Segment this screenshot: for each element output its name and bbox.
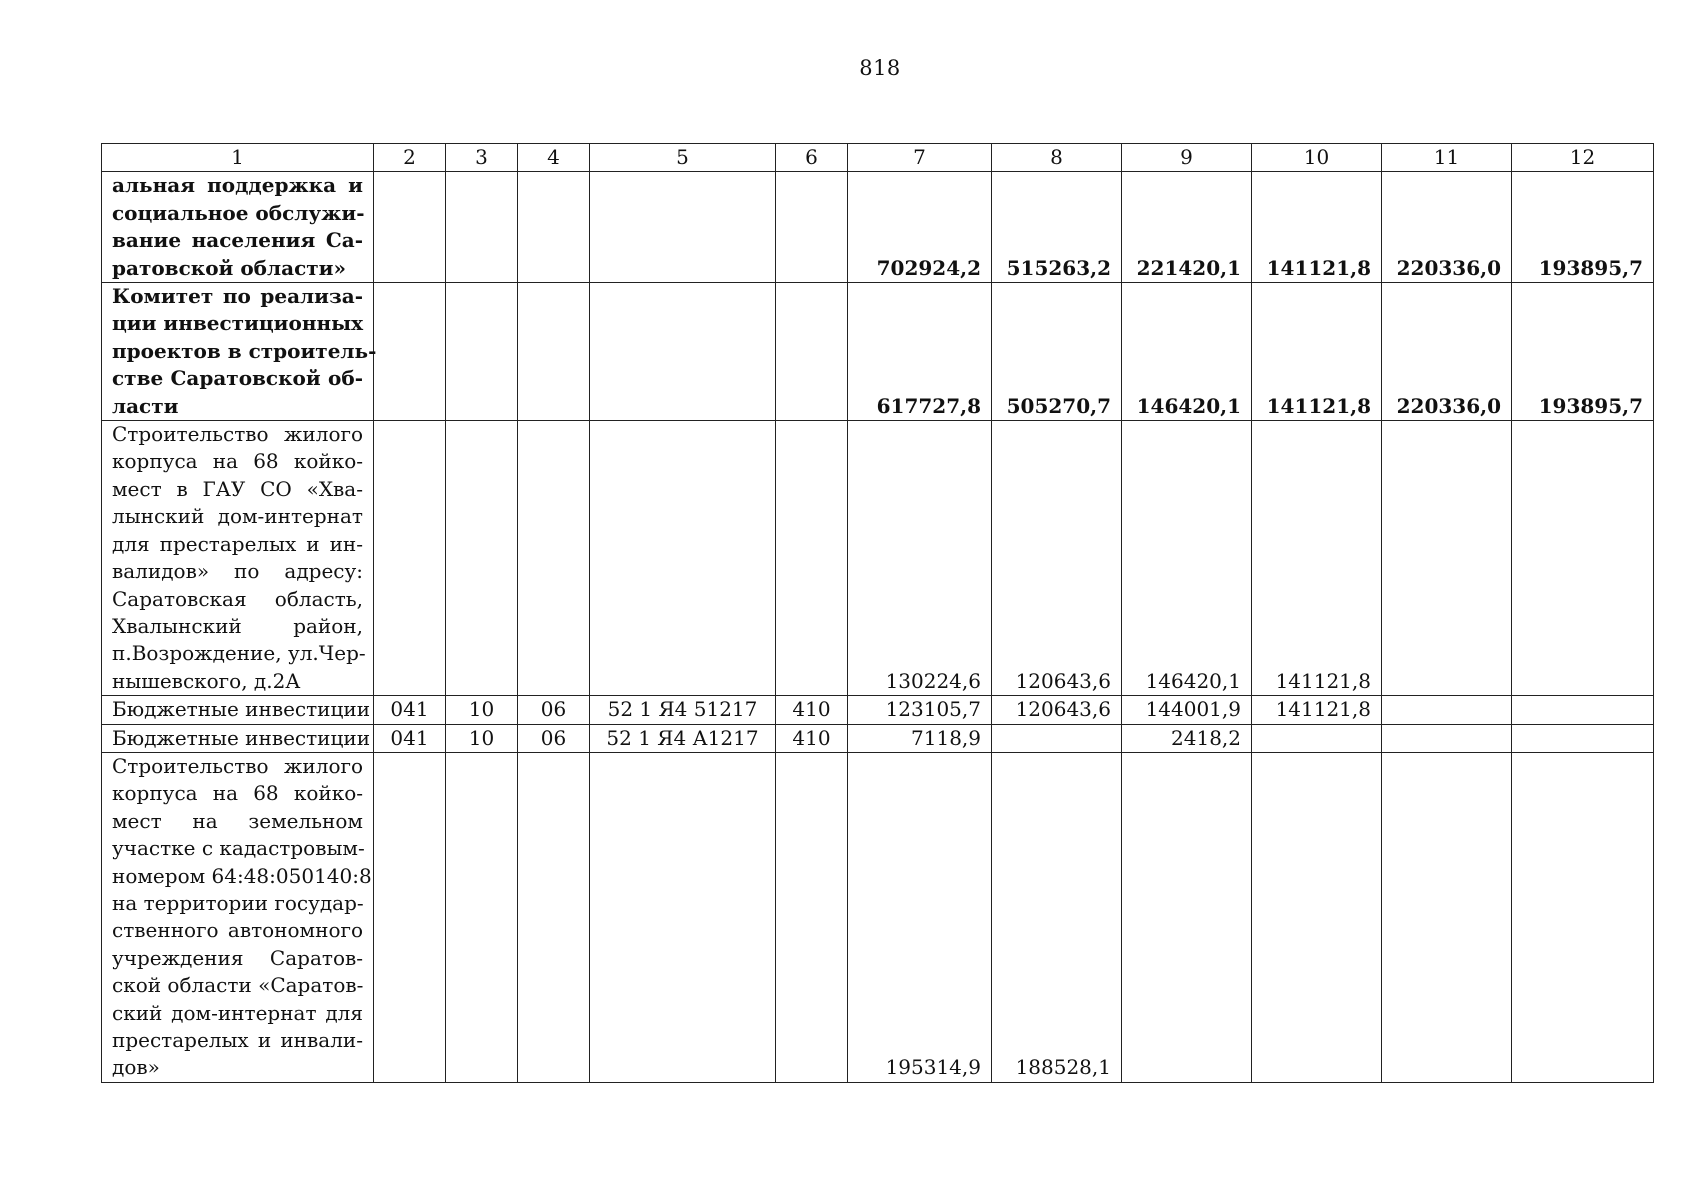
description-line: Бюджетные инвестиции <box>112 697 371 722</box>
cell-c5: 52 1 Я4 51217 <box>590 696 776 724</box>
row-description <box>102 283 377 421</box>
cell-c5: 52 1 Я4 А1217 <box>590 724 776 752</box>
budget-table <box>101 143 1654 1083</box>
description-line: ции инвестиционных <box>112 311 364 336</box>
cell-c3 <box>446 752 518 1082</box>
row-description <box>102 172 374 283</box>
table-row <box>102 724 1654 752</box>
description-line: на территории государ- <box>112 890 364 915</box>
column-number-row <box>102 144 1654 172</box>
cell-c10: 141121,8 <box>1252 696 1382 724</box>
cell-c8: 515263,2 <box>992 172 1122 283</box>
description-line: Комитет по реализа- <box>112 284 363 309</box>
description-line: альная поддержка и <box>112 173 363 198</box>
cell-c10 <box>1252 752 1382 1082</box>
page-number: 818 <box>859 56 901 80</box>
cell-c7: 123105,7 <box>848 696 992 724</box>
table-row <box>102 752 1654 1082</box>
cell-c5 <box>590 172 776 283</box>
cell-c8: 120643,6 <box>992 421 1122 696</box>
cell-c10: 141121,8 <box>1252 421 1382 696</box>
column-header: 11 <box>1382 144 1512 172</box>
cell-c4 <box>518 283 590 421</box>
cell-c3 <box>446 283 518 421</box>
cell-c11 <box>1382 421 1512 696</box>
cell-c6 <box>776 752 848 1082</box>
description-line: проектов в строитель- <box>112 338 377 363</box>
cell-c6 <box>776 421 848 696</box>
description-line: мест на земельном <box>112 808 363 833</box>
column-header: 5 <box>590 144 776 172</box>
description-line: Хвалынский район, <box>112 613 363 638</box>
column-header: 1 <box>102 144 374 172</box>
row-description <box>102 752 374 1082</box>
description-line: Строительство жилого <box>112 753 363 778</box>
description-line: мест в ГАУ СО «Хва- <box>112 476 363 501</box>
cell-c7: 195314,9 <box>848 752 992 1082</box>
row-description <box>102 696 374 724</box>
cell-c9: 221420,1 <box>1122 172 1252 283</box>
cell-c4: 06 <box>518 696 590 724</box>
cell-c12 <box>1512 421 1654 696</box>
cell-c8: 120643,6 <box>992 696 1122 724</box>
cell-c8: 188528,1 <box>992 752 1122 1082</box>
description-line: ский дом-интернат для <box>112 1000 363 1025</box>
column-header: 7 <box>848 144 992 172</box>
description-line: Саратовская область, <box>112 586 363 611</box>
cell-c7: 7118,9 <box>848 724 992 752</box>
column-header: 9 <box>1122 144 1252 172</box>
cell-c6 <box>776 172 848 283</box>
cell-c11: 220336,0 <box>1382 283 1512 421</box>
cell-c2: 041 <box>374 724 446 752</box>
cell-c12: 193895,7 <box>1512 172 1654 283</box>
description-line: престарелых и инвали- <box>112 1028 363 1052</box>
column-header: 6 <box>776 144 848 172</box>
cell-c7: 130224,6 <box>848 421 992 696</box>
cell-c12 <box>1512 752 1654 1082</box>
cell-c9: 2418,2 <box>1122 724 1252 752</box>
row-description <box>102 724 374 752</box>
column-header: 2 <box>374 144 446 172</box>
description-line: нышевского, д.2А <box>112 668 301 693</box>
cell-c7: 702924,2 <box>848 172 992 283</box>
cell-c3 <box>446 172 518 283</box>
column-header: 4 <box>518 144 590 172</box>
cell-c3: 10 <box>446 696 518 724</box>
table-row <box>102 172 1654 283</box>
description-line: номером 64:48:050140:8 <box>112 863 372 888</box>
cell-c6: 410 <box>776 724 848 752</box>
column-header: 3 <box>446 144 518 172</box>
description-line: корпуса на 68 койко- <box>112 781 363 806</box>
description-line: для престарелых и ин- <box>112 531 363 556</box>
description-line: лынский дом-интернат <box>112 504 363 529</box>
description-line: валидов» по адресу: <box>112 559 363 584</box>
description-line: участке с кадастровым- <box>112 836 365 861</box>
description-line: стве Саратовской об- <box>112 366 363 391</box>
cell-c8 <box>992 724 1122 752</box>
cell-c9: 146420,1 <box>1122 283 1252 421</box>
cell-c12 <box>1512 696 1654 724</box>
description-line: Строительство жилого <box>112 422 363 447</box>
cell-c5 <box>590 421 776 696</box>
cell-c4: 06 <box>518 724 590 752</box>
cell-c7: 617727,8 <box>848 283 992 421</box>
cell-c9 <box>1122 752 1252 1082</box>
table-row <box>102 696 1654 724</box>
cell-c5 <box>590 752 776 1082</box>
cell-c2 <box>374 752 446 1082</box>
description-line: социальное обслужи- <box>112 200 365 225</box>
description-line: вание населения Са- <box>112 228 363 253</box>
column-header: 10 <box>1252 144 1382 172</box>
cell-c9: 146420,1 <box>1122 421 1252 696</box>
cell-c10 <box>1252 724 1382 752</box>
description-line: ратовской области» <box>112 255 346 280</box>
cell-c8: 505270,7 <box>992 283 1122 421</box>
cell-c11: 220336,0 <box>1382 172 1512 283</box>
cell-c2 <box>374 421 446 696</box>
cell-c12 <box>1512 724 1654 752</box>
description-line: учреждения Саратов- <box>112 945 363 970</box>
cell-c2 <box>374 172 446 283</box>
table-row <box>102 421 1654 696</box>
cell-c11 <box>1382 752 1512 1082</box>
cell-c10: 141121,8 <box>1252 172 1382 283</box>
description-line: ской области «Саратов- <box>112 973 364 998</box>
cell-c12: 193895,7 <box>1512 283 1654 421</box>
cell-c2: 041 <box>374 696 446 724</box>
column-header: 8 <box>992 144 1122 172</box>
cell-c3: 10 <box>446 724 518 752</box>
description-line: дов» <box>112 1055 160 1080</box>
cell-c11 <box>1382 724 1512 752</box>
table-row <box>102 283 1654 421</box>
cell-c4 <box>518 172 590 283</box>
column-header: 12 <box>1512 144 1654 172</box>
cell-c3 <box>446 421 518 696</box>
cell-c11 <box>1382 696 1512 724</box>
cell-c4 <box>518 752 590 1082</box>
description-line: Бюджетные инвестиции <box>112 725 371 750</box>
cell-c5 <box>590 283 776 421</box>
description-line: корпуса на 68 койко- <box>112 449 363 474</box>
cell-c6 <box>776 283 848 421</box>
description-line: ласти <box>112 393 179 418</box>
cell-c4 <box>518 421 590 696</box>
description-line: п.Возрождение, ул.Чер- <box>112 641 366 666</box>
cell-c2 <box>374 283 446 421</box>
cell-c10: 141121,8 <box>1252 283 1382 421</box>
cell-c6: 410 <box>776 696 848 724</box>
description-line: ственного автономного <box>112 918 363 943</box>
cell-c9: 144001,9 <box>1122 696 1252 724</box>
row-description <box>102 421 374 696</box>
